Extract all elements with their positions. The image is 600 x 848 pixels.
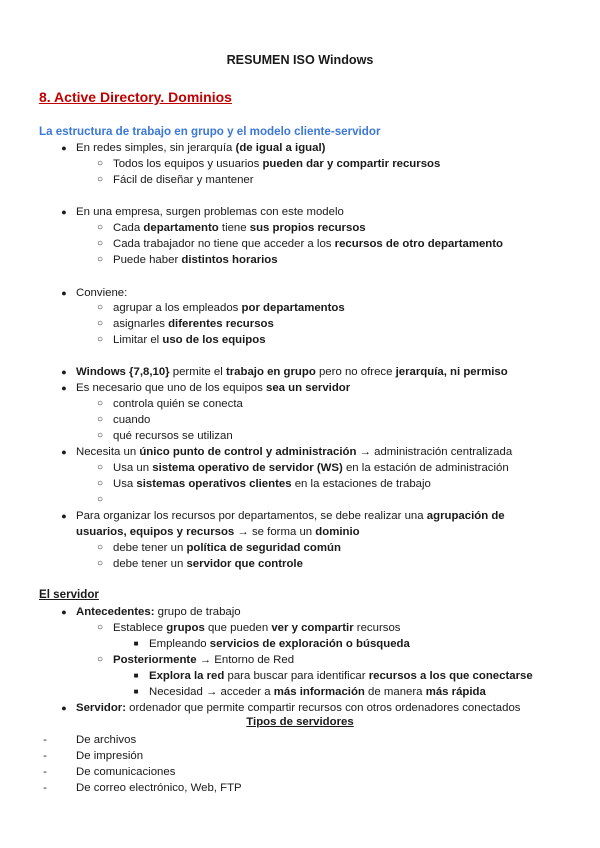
bullet-level2: ○ xyxy=(96,222,104,233)
bullet-level2: ○ xyxy=(96,254,104,265)
list-item: Para organizar los recursos por departamentos, se debe realizar una agrupación de xyxy=(76,510,505,522)
list-item: Es necesario que uno de los equipos sea un servidor xyxy=(76,382,351,394)
document-title: RESUMEN ISO Windows xyxy=(226,53,374,67)
section-heading: 8. Active Directory. Dominios xyxy=(39,89,232,105)
list-item: De correo electrónico, Web, FTP xyxy=(76,782,242,794)
list-item: controla quién se conecta xyxy=(113,398,243,410)
bullet-level2: ○ xyxy=(96,302,104,313)
list-item: Fácil de diseñar y mantener xyxy=(113,174,254,186)
list-item: Todos los equipos y usuarios pueden dar y compartir recursos xyxy=(113,158,441,170)
list-item: Necesita un único punto de control y administración → administración centralizada xyxy=(76,446,513,458)
list-item: cuando xyxy=(113,414,151,426)
bullet-level2: ○ xyxy=(96,430,104,441)
list-item: Antecedentes: grupo de trabajo xyxy=(76,606,241,618)
list-item: Posteriormente → Entorno de Red xyxy=(113,654,295,666)
list-item: Necesidad → acceder a más información de manera más rápida xyxy=(149,686,486,698)
bullet-level2: ○ xyxy=(96,542,104,553)
bullet-level2: ○ xyxy=(96,238,104,249)
dash-bullet: - xyxy=(43,734,47,746)
bullet-level2: ○ xyxy=(96,654,104,665)
bullet-level1: ● xyxy=(61,447,67,457)
bullet-level2: ○ xyxy=(96,158,104,169)
subsection-heading: La estructura de trabajo en grupo y el modelo cliente-servidor xyxy=(39,125,381,138)
list-item-continuation: usuarios, equipos y recursos → se forma un dominio xyxy=(76,526,360,538)
list-item: debe tener un servidor que controle xyxy=(113,558,303,570)
bullet-level1: ● xyxy=(61,511,67,521)
bullet-level1: ● xyxy=(61,288,67,298)
list-item: agrupar a los empleados por departamentos xyxy=(113,302,345,314)
bullet-level1: ● xyxy=(61,383,67,393)
bullet-level2: ○ xyxy=(96,318,104,329)
list-item: Cada departamento tiene sus propios recursos xyxy=(113,222,366,234)
list-item: Usa sistemas operativos clientes en la estaciones de trabajo xyxy=(113,478,431,490)
list-item: Limitar el uso de los equipos xyxy=(113,334,266,346)
bullet-level2: ○ xyxy=(96,398,104,409)
tipos-heading: Tipos de servidores xyxy=(246,716,354,728)
bullet-level2: ○ xyxy=(96,494,104,505)
bullet-level1: ● xyxy=(61,703,67,713)
bullet-level2: ○ xyxy=(96,174,104,185)
bullet-level2: ○ xyxy=(96,478,104,489)
bullet-level3: ■ xyxy=(133,639,139,648)
list-item: De comunicaciones xyxy=(76,766,176,778)
bullet-level1: ● xyxy=(61,367,67,377)
dash-bullet: - xyxy=(43,782,47,794)
list-item: De archivos xyxy=(76,734,137,746)
list-item: En una empresa, surgen problemas con este modelo xyxy=(76,206,344,218)
bullet-level2: ○ xyxy=(96,558,104,569)
bullet-level2: ○ xyxy=(96,462,104,473)
dash-bullet: - xyxy=(43,766,47,778)
list-item: Usa un sistema operativo de servidor (WS) en la estación de administración xyxy=(113,462,509,474)
list-item: Puede haber distintos horarios xyxy=(113,254,278,266)
list-item: Empleando servicios de exploración o búsqueda xyxy=(149,638,410,650)
list-item: En redes simples, sin jerarquía (de igual a igual) xyxy=(76,142,326,154)
bullet-level3: ■ xyxy=(133,671,139,680)
list-item: Windows {7,8,10} permite el trabajo en grupo pero no ofrece jerarquía, ni permiso xyxy=(76,366,508,378)
list-item: debe tener un política de seguridad común xyxy=(113,542,341,554)
bullet-level3: ■ xyxy=(133,687,139,696)
bullet-level1: ● xyxy=(61,207,67,217)
servidor-heading: El servidor xyxy=(39,588,99,601)
dash-bullet: - xyxy=(43,750,47,762)
list-item: Conviene: xyxy=(76,287,128,299)
bullet-level2: ○ xyxy=(96,622,104,633)
list-item: Cada trabajador no tiene que acceder a los recursos de otro departamento xyxy=(113,238,504,250)
list-item: asignarles diferentes recursos xyxy=(113,318,274,330)
bullet-level1: ● xyxy=(61,607,67,617)
list-item: Establece grupos que pueden ver y compartir recursos xyxy=(113,622,401,634)
list-item: De impresión xyxy=(76,750,144,762)
list-item: qué recursos se utilizan xyxy=(113,430,233,442)
list-item: Servidor: ordenador que permite compartir recursos con otros ordenadores conectados xyxy=(76,702,521,714)
bullet-level2: ○ xyxy=(96,414,104,425)
bullet-level1: ● xyxy=(61,143,67,153)
bullet-level2: ○ xyxy=(96,334,104,345)
list-item: Explora la red para buscar para identificar recursos a los que conectarse xyxy=(149,670,533,682)
